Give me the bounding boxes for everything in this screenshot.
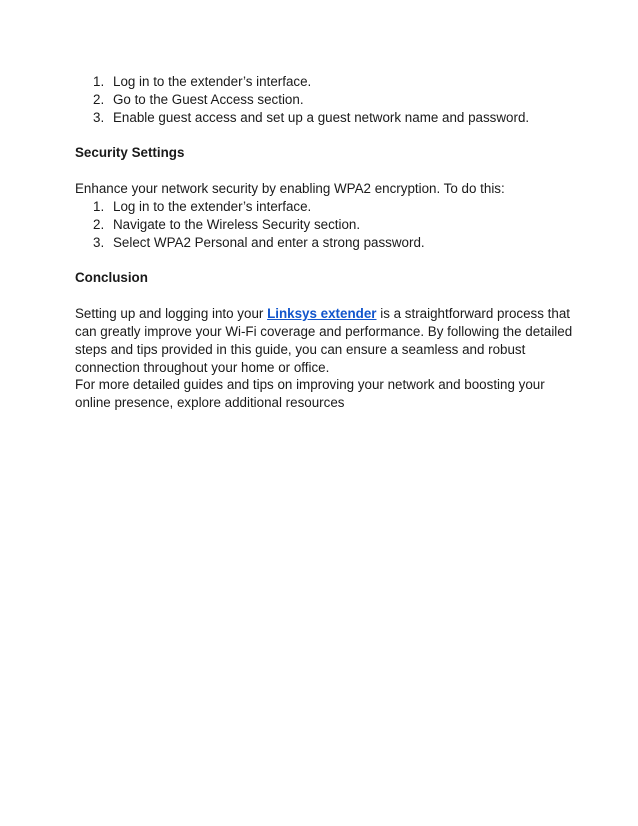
guest-access-steps-list bbox=[75, 73, 575, 126]
list-item bbox=[75, 234, 575, 252]
resources-paragraph: For more detailed guides and tips on improving your network and boosting your online presence, explore additional resources bbox=[75, 377, 545, 411]
list-item bbox=[75, 216, 575, 234]
document-body bbox=[75, 73, 575, 412]
list-item bbox=[75, 109, 575, 127]
security-settings-heading: Security Settings bbox=[75, 145, 185, 161]
list-item-text: Enable guest access and set up a guest network name and password. bbox=[113, 109, 530, 125]
list-number: 3. bbox=[93, 234, 105, 250]
conclusion-text-after-link: is a straightforward process that can greatly improve your Wi-Fi coverage and performance. By following the detailed steps and tips provided in this guide, you can ensure a seamless and robust connection throughout your home or office. bbox=[75, 306, 573, 375]
conclusion-paragraph bbox=[75, 305, 575, 376]
list-item bbox=[75, 91, 575, 109]
list-number: 2. bbox=[93, 91, 105, 107]
list-number: 1. bbox=[93, 198, 105, 214]
list-item-text: Navigate to the Wireless Security section. bbox=[113, 216, 361, 232]
conclusion-text-before-link: Setting up and logging into your bbox=[75, 306, 268, 322]
list-number: 3. bbox=[93, 109, 105, 125]
list-number: 2. bbox=[93, 216, 105, 232]
list-number: 1. bbox=[93, 74, 105, 89]
conclusion-heading: Conclusion bbox=[75, 270, 148, 286]
list-item bbox=[75, 73, 575, 91]
list-item-text: Log in to the extender’s interface. bbox=[113, 198, 312, 214]
security-intro-paragraph: Enhance your network security by enabling WPA2 encryption. To do this: bbox=[75, 181, 505, 197]
list-item-text: Go to the Guest Access section. bbox=[113, 91, 304, 107]
security-steps-list bbox=[75, 198, 575, 251]
list-item-text: Log in to the extender’s interface. bbox=[113, 74, 312, 89]
linksys-extender-link[interactable]: Linksys extender bbox=[267, 306, 377, 322]
list-item bbox=[75, 198, 575, 216]
list-item-text: Select WPA2 Personal and enter a strong password. bbox=[113, 234, 425, 250]
